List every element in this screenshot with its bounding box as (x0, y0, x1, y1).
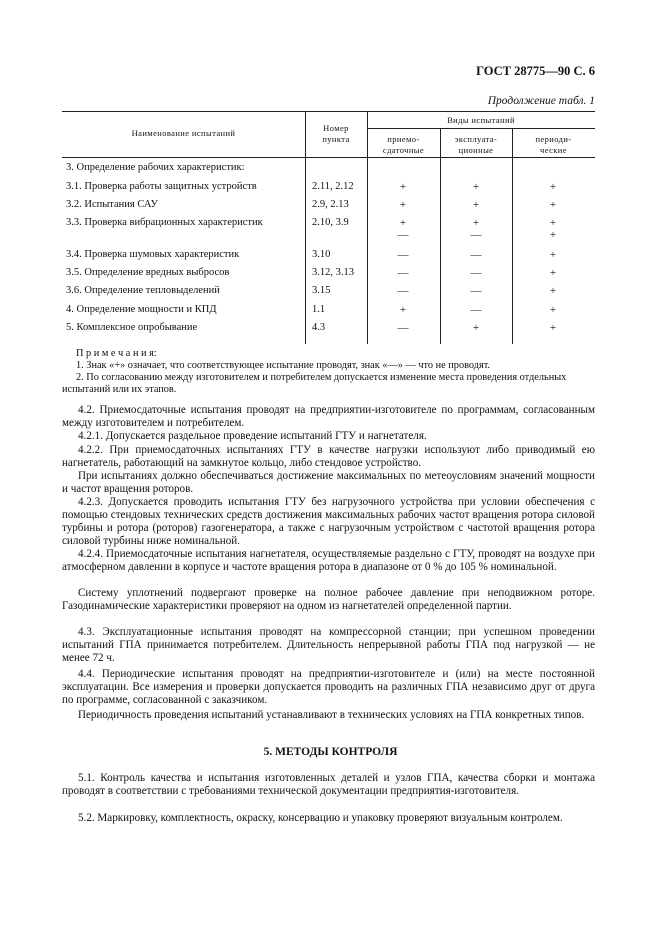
paragraph: 4.2.1. Допускается раздельное проведение испытаний ГТУ и нагнетателя. (78, 430, 427, 442)
test-name: 3.6. Определение тепловыделений (66, 285, 220, 296)
test-mark: + (399, 199, 407, 211)
test-name: 3.3. Проверка вибрационных характеристик (66, 217, 263, 228)
clause-number: 1.1 (312, 304, 326, 315)
col-header-types: Виды испытаний (447, 115, 515, 125)
notes-title: П р и м е ч а н и я: (76, 348, 157, 359)
test-mark: — (470, 267, 482, 279)
test-name: 5. Комплексное опробывание (66, 322, 198, 333)
clause-number: 2.9, 2.13 (312, 199, 349, 210)
test-mark: — (397, 267, 409, 279)
paragraph: 4.2.4. Приемосдаточные испытания нагнетателя, осуществляемые раздельно с ГТУ, проводят на воздухе при атмосферном давлении в корпусе и частоте вращения ротора в диапазоне от 0 % до 105 % номинальной. (62, 548, 595, 573)
test-mark-second-line: — (470, 229, 482, 241)
test-name: 3. Определение рабочих характеристик: (66, 162, 245, 173)
test-mark: + (549, 267, 557, 279)
test-mark: — (397, 285, 409, 297)
test-name: 3.5. Определение вредных выбросов (66, 267, 230, 278)
paragraph: 4.2.3. Допускается проводить испытания ГТУ без нагрузочного устройства при условии обеспечения с помощью стендовых технических средств достижения максимальных рабочих частот вращения ротора силовой турбины и ротора (роторов) газогенератора, а также с нагрузочным устройством с частотой вращения ротора силовой турбины ниже номинальной. (62, 496, 595, 547)
col-header-acceptance: приемо- сдаточные (382, 134, 425, 155)
test-mark: + (472, 181, 480, 193)
clause-number: 2.11, 2.12 (312, 181, 354, 192)
test-mark: + (549, 304, 557, 316)
test-mark: + (472, 217, 480, 229)
test-mark: — (470, 285, 482, 297)
paragraph: Периодичность проведения испытаний устанавливают в технических условиях на ГПА конкретных типов. (78, 709, 585, 721)
clause-number: 3.10 (312, 249, 331, 260)
test-name: 3.2. Испытания САУ (66, 199, 158, 210)
test-mark: + (549, 181, 557, 193)
test-name: 3.4. Проверка шумовых характеристик (66, 249, 240, 260)
test-mark: + (549, 249, 557, 261)
test-mark-second-line: + (549, 229, 557, 241)
test-mark-second-line: — (397, 229, 409, 241)
paragraph: 4.4. Периодические испытания проводят на предприятии-изготовителе и (или) на месте постоянной эксплуатации. Все измерения и проверки допускается проводить на различных ГПА независимо друг от друга по программе, согласованной с заказчиком. (62, 668, 595, 706)
paragraph: 4.2. Приемосдаточные испытания проводят на предприятии-изготовителе по программам, согласованным между изготовителем и потребителем. (62, 404, 595, 429)
col-header-name: Наименование испытаний (131, 128, 236, 138)
paragraph: Систему уплотнений подвергают проверке на полное рабочее давление при неподвижном роторе. Газодинамические характеристики проверяют на одном из нагнетателей определенной партии. (62, 587, 595, 612)
paragraph: 5.1. Контроль качества и испытания изготовленных деталей и узлов ГПА, качества сборки и монтажа проводят в соответствии с требованиями технической документации предприятия-изготовителя. (62, 772, 595, 797)
col-header-operational: эксплуата- ционные (454, 134, 498, 155)
col-header-number: Номер пункта (322, 123, 350, 144)
clause-number: 3.15 (312, 285, 331, 296)
test-name: 4. Определение мощности и КПД (66, 304, 217, 315)
test-mark: + (399, 181, 407, 193)
note-2: 2. По согласованию между изготовителем и потребителем допускается изменение места проведения отдельных испытаний или их этапов. (62, 372, 567, 395)
test-mark: + (549, 199, 557, 211)
test-mark: — (470, 249, 482, 261)
test-mark: + (472, 199, 480, 211)
paragraph: 5.2. Маркировку, комплектность, окраску, консервацию и упаковку проверяют визуальным контролем. (78, 812, 563, 824)
paragraph: 4.2.2. При приемосдаточных испытаниях ГТУ в качестве нагрузки используют либо приводимый ею нагнетатель, работающий на замкнутое кольцо, либо стендовое устройство. (62, 444, 595, 469)
test-mark: + (399, 217, 407, 229)
test-name: 3.1. Проверка работы защитных устройств (66, 181, 257, 192)
notes (62, 348, 595, 396)
clause-number: 4.3 (312, 322, 326, 333)
note-1: 1. Знак «+» означает, что соответствующее испытание проводят, знак «—» — что не проводят. (76, 360, 491, 371)
test-mark: + (399, 304, 407, 316)
table-continuation: Продолжение табл. 1 (487, 95, 595, 107)
test-mark: — (397, 249, 409, 261)
paragraph: 4.3. Эксплуатационные испытания проводят на компрессорной станции; при успешном проведении испытаний ГПА принимается потребителем. Длительность непрерывной работы ГПА под нагрузкой — не менее 72 ч. (62, 626, 595, 664)
paragraph: При испытаниях должно обеспечиваться достижение максимальных по метеоусловиям значений мощности и частот вращения роторов. (62, 470, 595, 495)
test-mark: + (549, 285, 557, 297)
clause-number: 3.12, 3.13 (312, 267, 354, 278)
page-header-ref: ГОСТ 28775—90 С. 6 (476, 64, 595, 78)
col-header-periodic: периоди- ческие (535, 134, 572, 155)
test-mark: — (397, 322, 409, 334)
clause-number: 2.10, 3.9 (312, 217, 349, 228)
test-mark: + (549, 217, 557, 229)
test-mark: — (470, 304, 482, 316)
test-mark: + (472, 322, 480, 334)
test-mark: + (549, 322, 557, 334)
section-title: 5. МЕТОДЫ КОНТРОЛЯ (263, 746, 398, 758)
